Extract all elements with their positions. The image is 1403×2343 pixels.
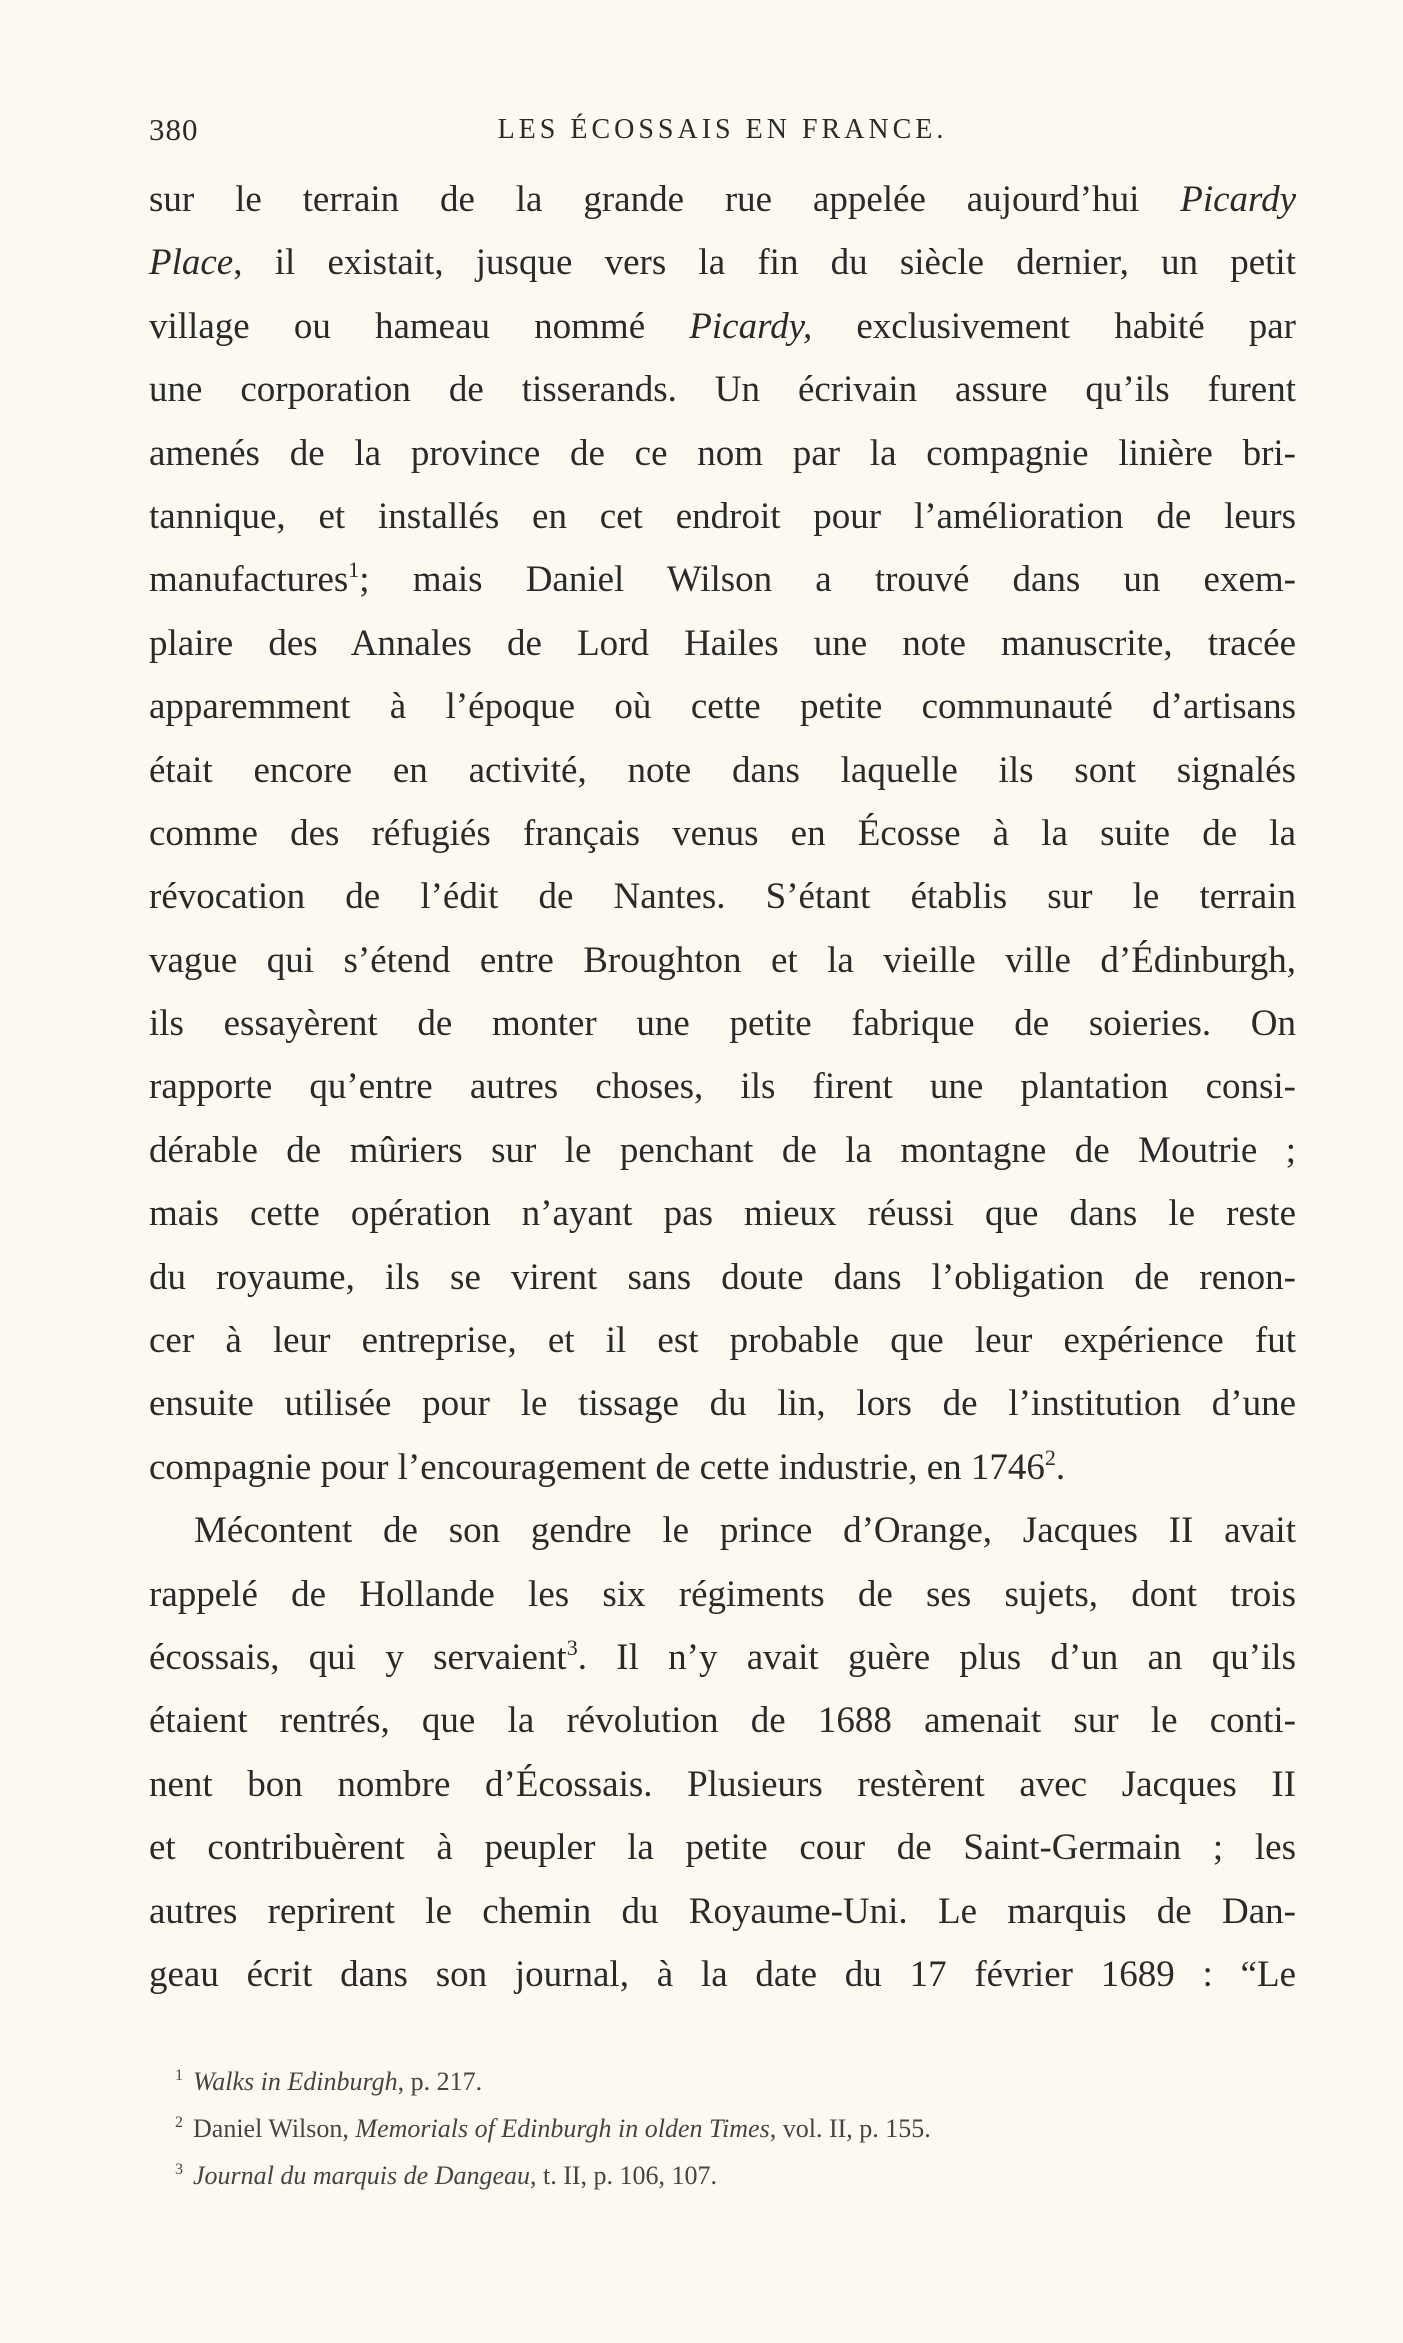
- text-line: [149, 1880, 1296, 1943]
- text-run: rapporte qu’entre autres choses, ils firent une plantation consi-: [149, 1066, 1296, 1108]
- text-run: Daniel Wilson,: [193, 2114, 356, 2143]
- italic-text: Walks in Edinburgh: [193, 2067, 398, 2096]
- text-line: [149, 739, 1296, 802]
- text-run: plaire des Annales de Lord Hailes une note manuscrite, tracée: [149, 622, 1296, 664]
- text-run: exclusivement habité par: [812, 305, 1296, 347]
- text-run: ensuite utilisée pour le tissage du lin, lors de l’institution d’une: [149, 1383, 1296, 1425]
- footnote: [175, 2058, 1275, 2105]
- text-line: [149, 1372, 1296, 1435]
- text-run: comme des réfugiés français venus en Écosse à la suite de la: [149, 812, 1296, 854]
- footnote-number: 2: [175, 2114, 183, 2131]
- text-line: [149, 865, 1296, 928]
- text-run: geau écrit dans son journal, à la date du 17 février 1689 : “Le: [149, 1953, 1296, 1995]
- text-line: [149, 422, 1296, 485]
- footnote-number: 1: [175, 2067, 183, 2084]
- running-header: [149, 112, 1296, 152]
- body-text: [149, 168, 1296, 2006]
- italic-text: Picardy: [1180, 179, 1296, 220]
- text-line: [149, 1943, 1296, 2006]
- text-line: [149, 802, 1296, 865]
- text-line: [149, 1626, 1296, 1689]
- running-title: LES ÉCOSSAIS EN FRANCE.: [497, 114, 948, 145]
- text-run: ils essayèrent de monter une petite fabrique de soieries. On: [149, 1003, 1296, 1045]
- text-line: [149, 1119, 1296, 1182]
- text-line: [149, 1309, 1296, 1372]
- text-run: ; mais Daniel Wilson a trouvé dans un exem-: [359, 559, 1296, 601]
- text-line: [149, 168, 1296, 231]
- text-run: une corporation de tisserands. Un écrivain assure qu’ils furent: [149, 369, 1296, 411]
- text-run: , t. II, p. 106, 107.: [530, 2161, 718, 2190]
- text-line: [149, 675, 1296, 738]
- footnote: [175, 2105, 1275, 2152]
- text-line: [149, 1689, 1296, 1752]
- text-run: , il existait, jusque vers la fin du siècle dernier, un petit: [233, 242, 1296, 284]
- text-run: amenés de la province de ce nom par la compagnie linière bri-: [149, 432, 1296, 474]
- text-run: mais cette opération n’ayant pas mieux réussi que dans le reste: [149, 1193, 1296, 1235]
- footnote-ref[interactable]: 2: [1044, 1444, 1056, 1470]
- text-run: du royaume, ils se virent sans doute dans l’obligation de renon-: [149, 1256, 1296, 1298]
- text-run: nent bon nombre d’Écossais. Plusieurs restèrent avec Jacques II: [149, 1763, 1296, 1805]
- text-line: [149, 992, 1296, 1055]
- footnote-ref[interactable]: 1: [348, 557, 360, 583]
- text-line: [149, 231, 1296, 294]
- text-line: [149, 1753, 1296, 1816]
- text-line: [149, 358, 1296, 421]
- text-run: village ou hameau nommé: [149, 305, 690, 347]
- italic-text: Place: [149, 242, 234, 284]
- text-line: [149, 1246, 1296, 1309]
- text-line: [149, 1055, 1296, 1118]
- text-line: [149, 548, 1296, 611]
- text-run: .: [1055, 1446, 1066, 1488]
- footnote-ref[interactable]: 3: [566, 1634, 578, 1660]
- text-run: révocation de l’édit de Nantes. S’étant établis sur le terrain: [149, 876, 1296, 918]
- text-run: dérable de mûriers sur le penchant de la montagne de Moutrie ;: [149, 1129, 1296, 1171]
- page-number: 380: [149, 112, 199, 147]
- footnotes: [175, 2058, 1275, 2199]
- text-line: [149, 1182, 1296, 1245]
- italic-text: Memorials of Edinburgh in olden Times: [355, 2114, 770, 2143]
- text-line: [149, 612, 1296, 675]
- text-run: et contribuèrent à peupler la petite cour de Saint-Germain ; les: [149, 1827, 1296, 1869]
- text-line: [149, 295, 1296, 358]
- text-run: étaient rentrés, que la révolution de 1688 amenait sur le conti-: [149, 1700, 1296, 1742]
- text-run: , vol. II, p. 155.: [769, 2114, 931, 2143]
- text-line: [149, 1436, 1296, 1499]
- text-run: apparemment à l’époque où cette petite communauté d’artisans: [149, 686, 1296, 728]
- footnote-number: 3: [175, 2161, 183, 2178]
- text-run: sur le terrain de la grande rue appelée aujourd’hui: [149, 179, 1181, 220]
- text-run: tannique, et installés en cet endroit pour l’amélioration de leurs: [149, 495, 1296, 537]
- text-run: Mécontent de son gendre le prince d’Orange, Jacques II avait: [194, 1510, 1296, 1552]
- text-run: . Il n’y avait guère plus d’un an qu’ils: [577, 1636, 1296, 1678]
- footnote: [175, 2152, 1275, 2199]
- text-run: manufactures: [149, 559, 349, 601]
- text-run: était encore en activité, note dans laquelle ils sont signalés: [149, 749, 1296, 791]
- italic-text: Picardy,: [689, 305, 813, 347]
- text-run: autres reprirent le chemin du Royaume-Uni. Le marquis de Dan-: [149, 1890, 1296, 1932]
- text-line: [149, 929, 1296, 992]
- text-run: vague qui s’étend entre Broughton et la vieille ville d’Édinburgh,: [149, 939, 1296, 981]
- text-run: rappelé de Hollande les six régiments de ses sujets, dont trois: [149, 1573, 1296, 1615]
- italic-text: Journal du marquis de Dangeau: [193, 2161, 531, 2190]
- text-line: [149, 1499, 1296, 1562]
- text-run: , p. 217.: [397, 2067, 483, 2096]
- text-run: compagnie pour l’encouragement de cette industrie, en 1746: [149, 1446, 1045, 1488]
- text-run: écossais, qui y servaient: [149, 1636, 567, 1678]
- text-line: [149, 1563, 1296, 1626]
- text-run: cer à leur entreprise, et il est probable que leur expérience fut: [149, 1320, 1296, 1362]
- text-line: [149, 485, 1296, 548]
- text-line: [149, 1816, 1296, 1879]
